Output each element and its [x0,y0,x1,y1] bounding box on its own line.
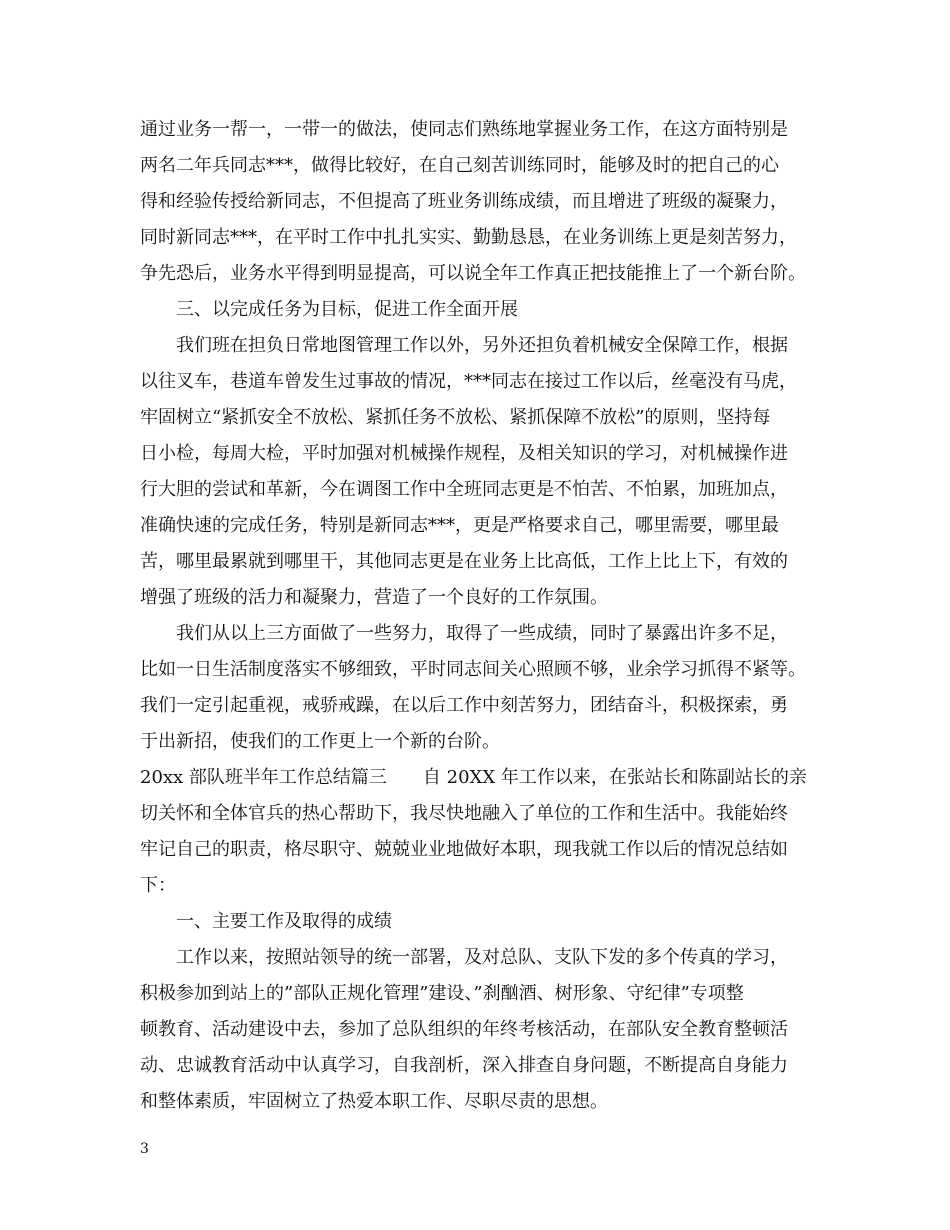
text-line: 我们一定引起重视，戒骄戒躁，在以后工作中刻苦努力，团结奋斗，积极探索，勇 [140,695,788,716]
article-title-line: 20xx 部队班半年工作总结篇三 自 20XX 年工作以来，在张站长和陈副站长的亲 [140,767,807,788]
text-line: 得和经验传授给新同志，不但提高了班业务训练成绩，而且增进了班级的凝聚力， [140,191,788,212]
text-line: 同时新同志***，在平时工作中扎扎实实、勤勤恳恳，在业务训练上更是刻苦努力， [140,227,797,248]
section-heading-1: 一、主要工作及取得的成绩 [176,911,392,932]
text-line: 争先恐后，业务水平得到明显提高，可以说全年工作真正把技能推上了一个新台阶。 [140,263,806,284]
document-body [140,112,820,1120]
text-line: 积极参加到站上的”部队正规化管理”建设、”刹酗酒、树形象、守纪律”专项整 [140,983,744,1004]
text-line: 两名二年兵同志***，做得比较好，在自己刻苦训练同时，能够及时的把自己的心 [140,155,779,176]
text-line: 通过业务一帮一，一带一的做法，使同志们熟练地掌握业务工作，在这方面特别是 [140,119,788,140]
text-line: 准确快速的完成任务，特别是新同志***，更是严格要求自己，哪里需要，哪里最 [140,515,779,536]
text-line: 和整体素质，牢固树立了热爱本职工作、尽职尽责的思想。 [140,1091,608,1112]
text-line: 行大胆的尝试和革新，今在调图工作中全班同志更是不怕苦、不怕累，加班加点， [140,479,788,500]
text-line: 工作以来，按照站领导的统一部署，及对总队、支队下发的多个传真的学习， [176,947,788,968]
text-line: 以往叉车，巷道车曾发生过事故的情况，***同志在接过工作以后，丝毫没有马虎， [140,371,797,392]
text-line: 苦，哪里最累就到哪里干，其他同志更是在业务上比高低，工作上比上下，有效的 [140,551,788,572]
text-line: 顿教育、活动建设中去，参加了总队组织的年终考核活动，在部队安全教育整顿活 [140,1019,788,1040]
text-line: 增强了班级的活力和凝聚力，营造了一个良好的工作氛围。 [140,587,608,608]
page-number: 3 [140,1141,149,1157]
text-line: 比如一日生活制度落实不够细致，平时同志间关心照顾不够，业余学习抓得不紧等。 [140,659,806,680]
text-line: 日小检，每周大检，平时加强对机械操作规程，及相关知识的学习，对机械操作进 [140,443,788,464]
text-line: 下： [140,875,176,896]
text-line: 牢固树立“紧抓安全不放松、紧抓任务不放松、紧抓保障不放松”的原则，坚持每 [140,407,771,428]
text-line: 动、忠诚教育活动中认真学习，自我剖析，深入排查自身问题，不断提高自身能力 [140,1055,788,1076]
text-line: 我们从以上三方面做了一些努力，取得了一些成绩，同时了暴露出许多不足， [176,623,788,644]
text-line: 牢记自己的职责，格尽职守、兢兢业业地做好本职，现我就工作以后的情况总结如 [140,839,788,860]
section-heading-3: 三、以完成任务为目标，促进工作全面开展 [176,299,518,320]
text-line: 切关怀和全体官兵的热心帮助下，我尽快地融入了单位的工作和生活中。我能始终 [140,803,788,824]
text-line: 我们班在担负日常地图管理工作以外，另外还担负着机械安全保障工作，根据 [176,335,788,356]
text-line: 于出新招，使我们的工作更上一个新的台阶。 [140,731,500,752]
